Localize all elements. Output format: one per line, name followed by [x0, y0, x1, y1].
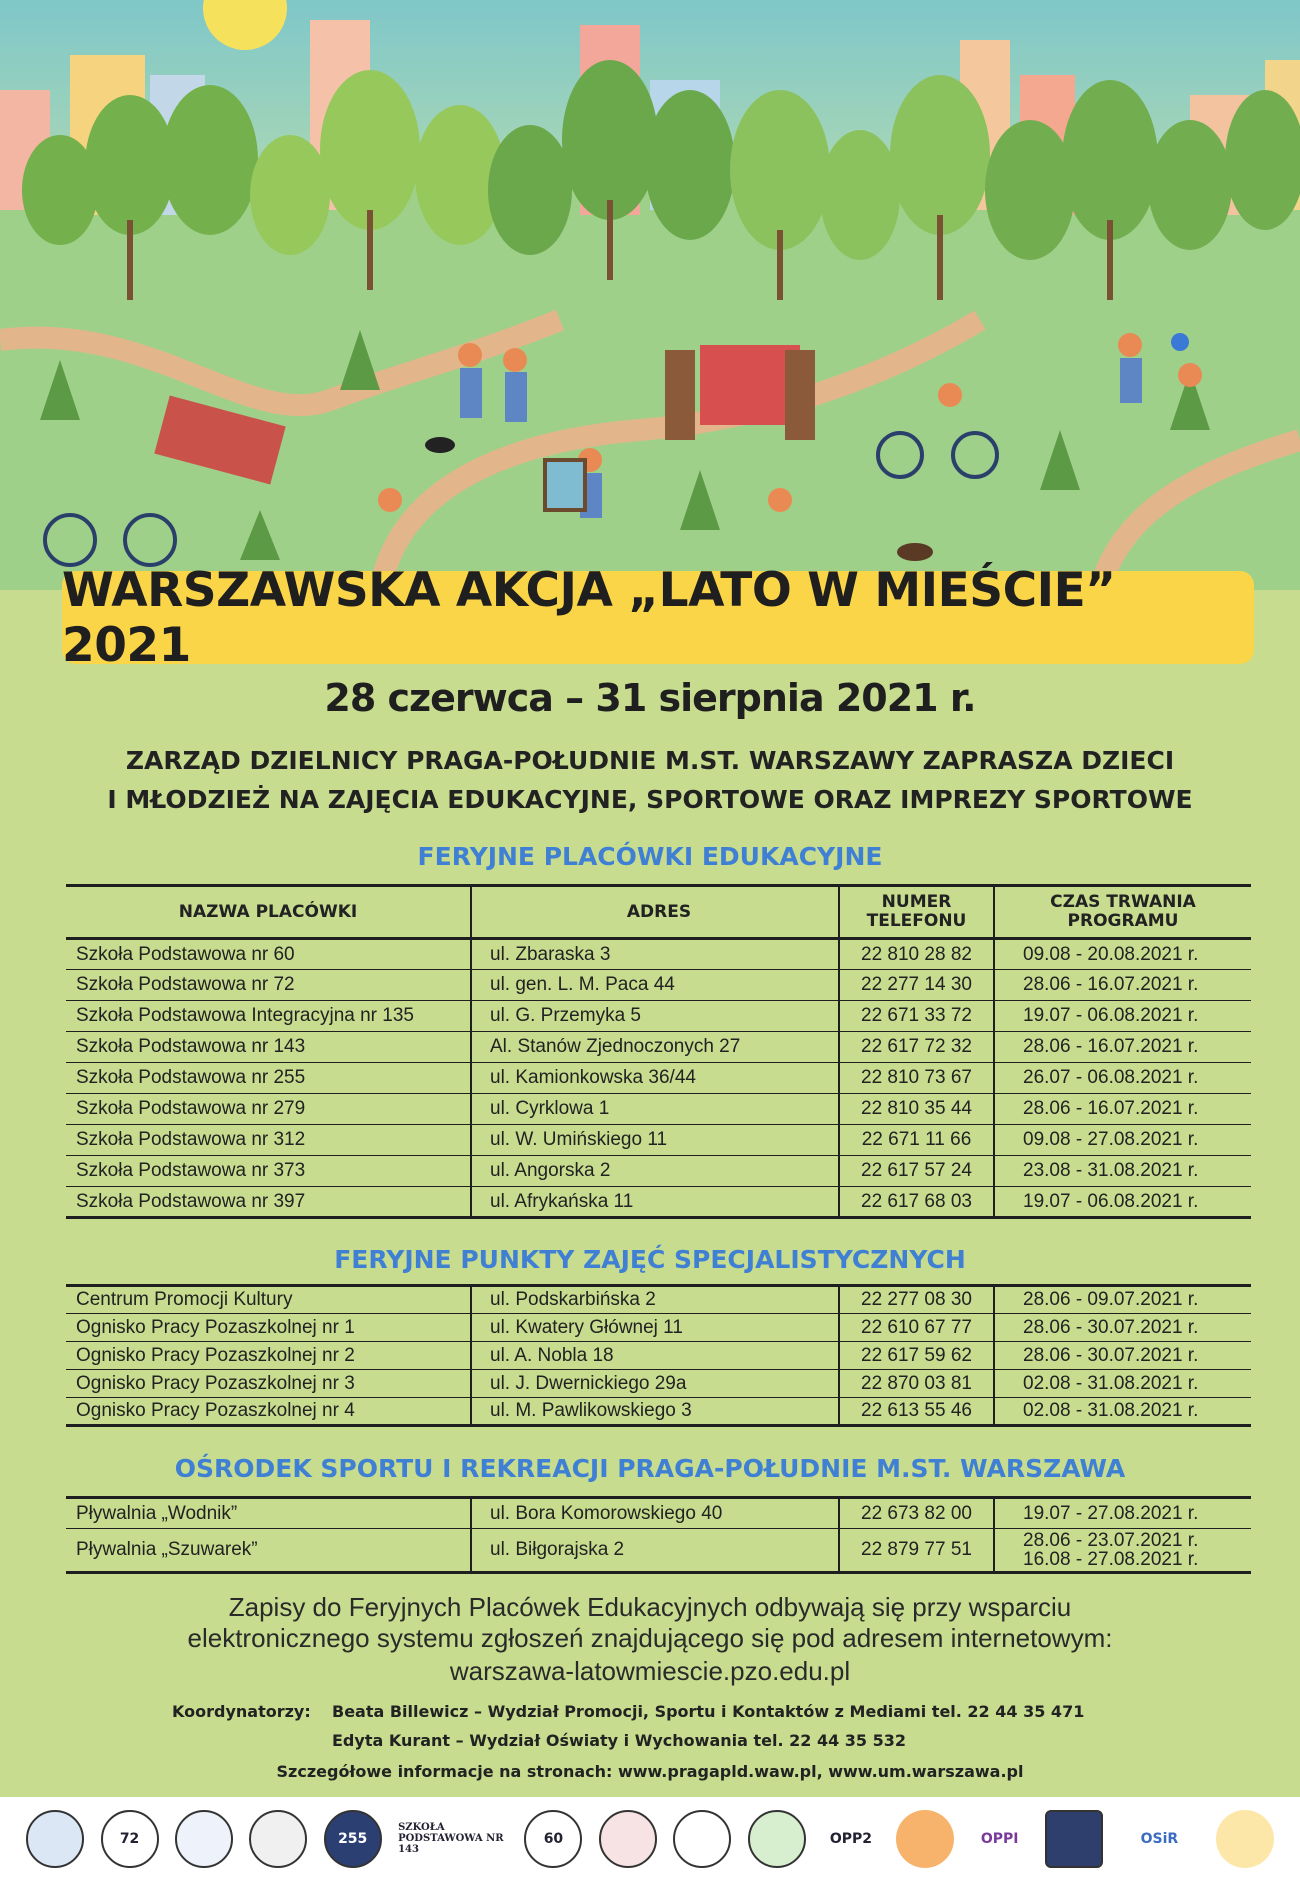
facility-name: Szkoła Podstawowa Integracyjna nr 135	[66, 1001, 471, 1032]
facility-dates: 28.06 - 30.07.2021 r.	[1023, 1316, 1199, 1338]
lato-w-miescie-logo-icon	[1216, 1810, 1274, 1868]
school-72-shield-icon	[101, 1810, 159, 1868]
osir-logo-icon	[1119, 1810, 1199, 1868]
facility-address: ul. Angorska 2	[471, 1156, 839, 1187]
facility-address: ul. Cyrklowa 1	[471, 1094, 839, 1125]
facility-address: ul. M. Pawlikowskiego 3	[471, 1398, 839, 1426]
facility-phone: 22 810 73 67	[839, 1063, 994, 1094]
park-illustration	[0, 0, 1300, 590]
column-header-address: ADRES	[471, 886, 839, 939]
facility-phone: 22 671 11 66	[839, 1125, 994, 1156]
facility-address: ul. Zbaraska 3	[471, 939, 839, 970]
school-emblem-icon	[599, 1810, 657, 1868]
sports-table	[66, 1496, 1251, 1574]
table-row	[66, 1187, 1251, 1218]
table-row	[66, 1094, 1251, 1125]
facility-name: Szkoła Podstawowa nr 373	[66, 1156, 471, 1187]
facility-name: Ognisko Pracy Pozaszkolnej nr 3	[66, 1370, 471, 1398]
facility-name: Pływalnia „Wodnik”	[66, 1498, 471, 1529]
facility-dates: 28.06 - 16.07.2021 r.	[1023, 974, 1199, 995]
facility-name: Szkoła Podstawowa nr 255	[66, 1063, 471, 1094]
facility-address: Al. Stanów Zjednoczonych 27	[471, 1032, 839, 1063]
invitation-line-1: ZARZĄD DZIELNICY PRAGA-POŁUDNIE M.ST. WARSZAWY ZAPRASZA DZIECI	[125, 746, 1175, 775]
facility-address: ul. Biłgorajska 2	[471, 1529, 839, 1573]
facility-address: ul. Bora Komorowskiego 40	[471, 1498, 839, 1529]
table-row	[66, 1498, 1251, 1529]
table-row	[66, 970, 1251, 1001]
facility-address: ul. G. Przemyka 5	[471, 1001, 839, 1032]
school-emblem-icon	[249, 1810, 307, 1868]
column-header-duration-line2: PROGRAMU	[1067, 911, 1179, 931]
school-emblem-icon	[748, 1810, 806, 1868]
facility-dates-part2: 16.08 - 27.08.2021 r.	[1023, 1549, 1199, 1570]
column-header-phone-line2: TELEFONU	[866, 911, 967, 931]
facility-phone: 22 610 67 77	[839, 1314, 994, 1342]
table-row	[66, 1032, 1251, 1063]
school-emblem-icon	[175, 1810, 233, 1868]
logo-text: 72	[119, 1830, 140, 1847]
facility-dates: 19.07 - 06.08.2021 r.	[1023, 1190, 1199, 1212]
facility-name: Ognisko Pracy Pozaszkolnej nr 4	[66, 1398, 471, 1426]
facility-phone: 22 277 14 30	[839, 970, 994, 1001]
facility-dates: 28.06 - 16.07.2021 r.	[1023, 1036, 1199, 1057]
section-title-sports: OŚRODEK SPORTU I REKREACJI PRAGA-POŁUDNIE M.ST. WARSZAWA	[174, 1454, 1126, 1483]
logo-text: SZKOŁA PODSTAWOWA NR 143	[398, 1822, 504, 1855]
oppz-logo-icon	[822, 1810, 880, 1868]
facility-dates: 26.07 - 06.08.2021 r.	[1023, 1067, 1199, 1088]
facility-address: ul. J. Dwernickiego 29a	[471, 1370, 839, 1398]
facility-address: ul. Afrykańska 11	[471, 1187, 839, 1218]
facility-name: Centrum Promocji Kultury	[66, 1286, 471, 1314]
facility-phone: 22 617 68 03	[839, 1187, 994, 1218]
logo-text: OPPI	[980, 1830, 1019, 1847]
facility-name: Szkoła Podstawowa nr 60	[66, 939, 471, 970]
school-143-logo-icon	[398, 1810, 508, 1868]
facility-phone: 22 879 77 51	[839, 1529, 994, 1573]
registration-line-1: Zapisy do Feryjnych Placówek Edukacyjnych odbywają się przy wsparciu	[228, 1592, 1072, 1622]
table-row	[66, 1398, 1251, 1426]
facility-dates: 09.08 - 20.08.2021 r.	[1023, 943, 1199, 965]
table-row	[66, 1370, 1251, 1398]
facility-dates: 28.06 - 16.07.2021 r.	[1023, 1098, 1199, 1119]
column-header-duration-line1: CZAS TRWANIA	[1050, 892, 1196, 912]
table-row	[66, 1125, 1251, 1156]
facility-address: ul. Kwatery Głównej 11	[471, 1314, 839, 1342]
facility-phone: 22 277 08 30	[839, 1286, 994, 1314]
facility-dates: 28.06 - 09.07.2021 r.	[1023, 1289, 1199, 1310]
table-row	[66, 1314, 1251, 1342]
facility-phone: 22 617 57 24	[839, 1156, 994, 1187]
table-row	[66, 1063, 1251, 1094]
logo-text: OSiR	[1140, 1830, 1179, 1847]
specialist-table	[66, 1284, 1251, 1427]
cpk-logo-icon	[1045, 1810, 1103, 1868]
facility-phone: 22 671 33 72	[839, 1001, 994, 1032]
logo-text: OPP2	[829, 1830, 873, 1847]
facility-phone: 22 617 72 32	[839, 1032, 994, 1063]
section-title-specialist: FERYJNE PUNKTY ZAJĘĆ SPECJALISTYCZNYCH	[334, 1245, 966, 1274]
event-dates: 28 czerwca – 31 sierpnia 2021 r.	[324, 676, 976, 720]
facility-phone: 22 810 35 44	[839, 1094, 994, 1125]
opp-logo-icon	[896, 1810, 954, 1868]
educational-table	[66, 884, 1251, 1219]
facility-dates: 09.08 - 27.08.2021 r.	[1023, 1129, 1199, 1150]
facility-address: ul. Podskarbińska 2	[471, 1286, 839, 1314]
facility-dates: 28.06 - 30.07.2021 r.	[1023, 1344, 1199, 1366]
invitation-line-2: I MŁODZIEŻ NA ZAJĘCIA EDUKACYJNE, SPORTOWE ORAZ IMPREZY SPORTOWE	[107, 785, 1193, 814]
column-header-duration	[994, 886, 1251, 939]
table-row	[66, 1529, 1251, 1573]
column-header-phone-line1: NUMER	[881, 892, 952, 912]
facility-name: Szkoła Podstawowa nr 312	[66, 1125, 471, 1156]
more-info-line: Szczegółowe informacje na stronach: www.pragapld.waw.pl, www.um.warszawa.pl	[276, 1762, 1024, 1781]
facility-name: Szkoła Podstawowa nr 279	[66, 1094, 471, 1125]
registration-line-2: elektronicznego systemu zgłoszeń znajdującego się pod adresem internetowym:	[187, 1623, 1113, 1653]
facility-phone: 22 870 03 81	[839, 1370, 994, 1398]
facility-name: Szkoła Podstawowa nr 72	[66, 970, 471, 1001]
school-60-logo-icon	[524, 1810, 582, 1868]
facility-dates: 02.08 - 31.08.2021 r.	[1023, 1372, 1199, 1394]
logo-text: 255	[338, 1830, 368, 1847]
table-row	[66, 1342, 1251, 1370]
page-title: WARSZAWSKA AKCJA „LATO W MIEŚCIE” 2021	[62, 562, 1116, 673]
table-row	[66, 1001, 1251, 1032]
facility-phone: 22 810 28 82	[839, 939, 994, 970]
coordinator-1: Beata Billewicz – Wydział Promocji, Sportu i Kontaktów z Mediami tel. 22 44 35 471	[332, 1702, 1085, 1721]
title-banner	[62, 562, 1254, 673]
facility-dates-part1: 28.06 - 23.07.2021 r.	[1023, 1530, 1199, 1551]
facility-dates: 23.08 - 31.08.2021 r.	[1023, 1160, 1199, 1181]
coordinator-2: Edyta Kurant – Wydział Oświaty i Wychowania tel. 22 44 35 532	[332, 1731, 907, 1750]
column-header-phone	[839, 886, 994, 939]
facility-dates: 02.08 - 31.08.2021 r.	[1023, 1400, 1199, 1421]
facility-name: Ognisko Pracy Pozaszkolnej nr 1	[66, 1314, 471, 1342]
school-emblem-icon	[26, 1810, 84, 1868]
facility-name: Szkoła Podstawowa nr 397	[66, 1187, 471, 1218]
facility-dates	[994, 1529, 1251, 1573]
logo-text: 60	[543, 1830, 564, 1847]
facility-phone: 22 673 82 00	[839, 1498, 994, 1529]
school-255-shield-icon	[324, 1810, 382, 1868]
column-header-name: NAZWA PLACÓWKI	[66, 886, 471, 939]
coordinators-label: Koordynatorzy:	[172, 1702, 311, 1721]
facility-name: Pływalnia „Szuwarek”	[66, 1529, 471, 1573]
table-row	[66, 939, 1251, 970]
facility-dates: 19.07 - 27.08.2021 r.	[1023, 1502, 1199, 1524]
section-title-educational: FERYJNE PLACÓWKI EDUKACYJNE	[417, 842, 883, 871]
facility-address: ul. Kamionkowska 36/44	[471, 1063, 839, 1094]
facility-dates: 19.07 - 06.08.2021 r.	[1023, 1005, 1199, 1026]
school-emblem-icon	[673, 1810, 731, 1868]
facility-name: Ognisko Pracy Pozaszkolnej nr 2	[66, 1342, 471, 1370]
registration-url[interactable]: warszawa-latowmiescie.pzo.edu.pl	[449, 1656, 851, 1686]
table-header-row	[66, 886, 1251, 939]
facility-address: ul. A. Nobla 18	[471, 1342, 839, 1370]
table-row	[66, 1156, 1251, 1187]
facility-name: Szkoła Podstawowa nr 143	[66, 1032, 471, 1063]
table-row	[66, 1286, 1251, 1314]
facility-phone: 22 617 59 62	[839, 1342, 994, 1370]
partner-logos	[0, 1797, 1300, 1880]
oppi-jordanek-logo-icon	[971, 1810, 1029, 1868]
facility-address: ul. W. Umińskiego 11	[471, 1125, 839, 1156]
facility-address: ul. gen. L. M. Paca 44	[471, 970, 839, 1001]
facility-phone: 22 613 55 46	[839, 1398, 994, 1426]
